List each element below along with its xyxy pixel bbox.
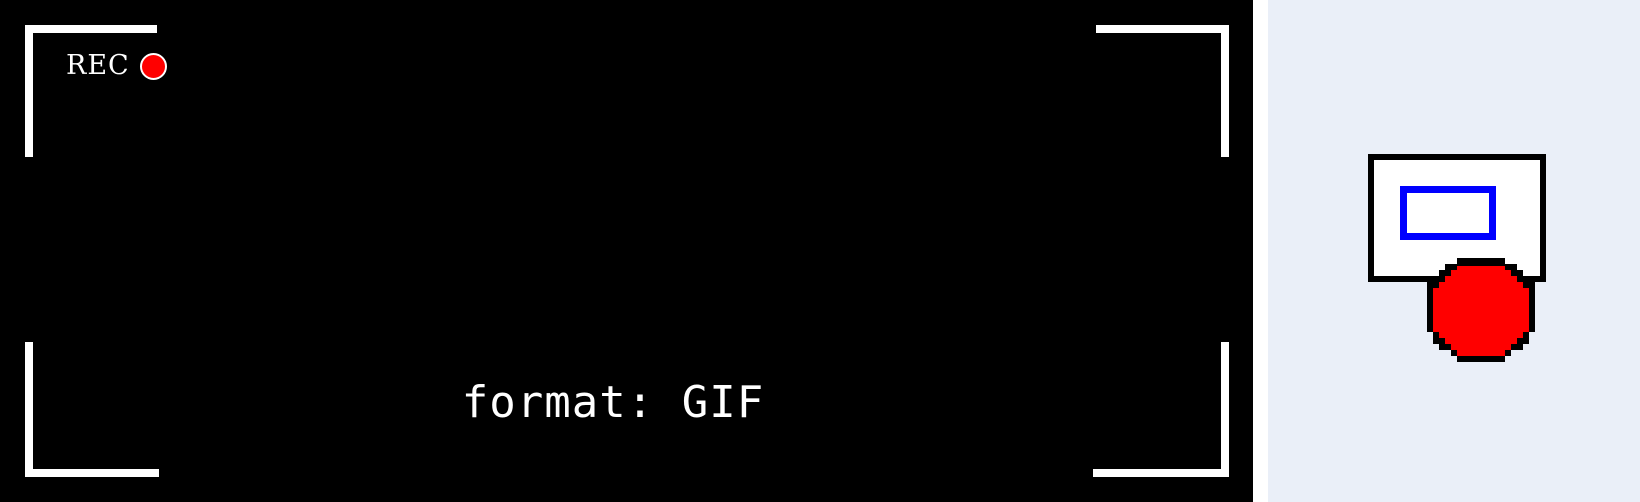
panel-divider — [1253, 0, 1268, 502]
recording-dot-icon — [140, 53, 167, 80]
screen-recorder-icon-graphic — [1368, 154, 1546, 366]
screen-face — [1407, 193, 1489, 233]
rec-indicator — [66, 50, 167, 82]
format-label: format: GIF — [461, 377, 765, 428]
record-button-fill — [1433, 266, 1529, 356]
rec-label: REC — [66, 50, 130, 81]
frame-corner-top-left — [25, 25, 157, 157]
screen-recorder-app-icon[interactable] — [1368, 154, 1546, 366]
frame-corner-top-right — [1096, 25, 1229, 157]
